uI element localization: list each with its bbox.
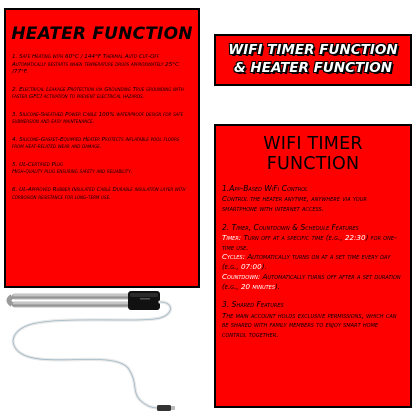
heater-feature-1-body: Automatically restarts when temperature drops approximately 25°C /77°F. <box>12 61 179 76</box>
countdown-value: 20 minutes <box>240 281 275 291</box>
heater-feature-2-body: True grounding with faster GFCI activation to prevent electrical hazards. <box>12 86 184 101</box>
countdown-label: Countdown: <box>222 271 261 281</box>
wifi-feature-1-body: Control the heater anytime, anywhere via your smartphone with internet access. <box>222 194 367 213</box>
cycles-text-b: ). <box>261 262 267 272</box>
wifi-timer-title: WIFI TIMER FUNCTION <box>263 134 363 174</box>
wifi-feature-2-head: 2. Timer, Countdown & Schedule Features <box>222 222 359 232</box>
heater-cable <box>13 302 170 408</box>
heater-feature-1-head: 1. Safe Heating with 60°C / 144°F Thermal Auto Cut-Off <box>12 54 160 60</box>
pool-heater-image <box>2 290 208 414</box>
wifi-feature-1-head: 1.App-Based WiFi Control <box>222 184 308 193</box>
cycles-value: 07:00 <box>240 262 262 272</box>
heater-feature-4-head: 4. Silicone-Gasket-Equipped Heater <box>12 136 100 143</box>
heater-feature-3 <box>6 112 198 127</box>
timer-label: Timer: <box>222 232 242 242</box>
heater-feature-6-body: Durable insulation layer with corrosion resistance for long-term use. <box>12 187 186 201</box>
heater-feature-6 <box>6 187 198 202</box>
cycles-line <box>222 252 404 271</box>
heater-feature-3-body: 100% waterproof design for safe submersion and easy maintenance. <box>12 111 184 126</box>
countdown-line <box>222 272 404 291</box>
plug <box>157 405 175 411</box>
cycles-text-a: Automatically turns on at a set time every day (e.g., <box>222 252 391 272</box>
heater-head <box>128 291 160 310</box>
countdown-text-a: Automatically turns off after a set duration (e.g., <box>222 271 401 291</box>
heater-function-title: HEATER FUNCTION <box>11 24 193 44</box>
wifi-feature-3-head: 3. Shared Features <box>222 300 284 310</box>
timer-text-b: ) for one-time use. <box>222 232 397 252</box>
heater-feature-4-body: Protects inflatable pool floors from heat-related wear and damage. <box>12 136 180 151</box>
wifi-heater-banner <box>214 34 412 86</box>
heater-feature-6-head: 6. UL-Approved Rubber Insulated Cable <box>12 187 111 194</box>
timer-text-a: Turn off at a specific time (e.g., <box>241 232 345 242</box>
wifi-timer-panel <box>214 124 412 408</box>
heater-feature-4 <box>6 137 198 152</box>
heater-function-panel <box>4 8 200 288</box>
heater-feature-2 <box>6 87 198 102</box>
wifi-feature-2 <box>216 223 410 292</box>
banner-title: WIFI TIMER FUNCTION & HEATER FUNCTION <box>228 42 398 76</box>
heater-tube <box>9 294 130 307</box>
heater-feature-3-head: 3. Silicone-Sheathed Power Cable <box>12 111 97 118</box>
timer-value: 22:30 <box>344 232 366 242</box>
cycles-label: Cycles: <box>222 252 246 262</box>
wifi-feature-1 <box>216 184 410 214</box>
heater-feature-5-body: High-quality plug ensuring safety and reliability. <box>12 169 133 176</box>
heater-feature-2-head: 2. Electrical Leakage Protection via Grounding <box>12 86 131 93</box>
wifi-feature-3-body: The main account holds exclusive permissions, which can be shared with family members to enjoy smart home control together. <box>222 310 397 339</box>
countdown-text-b: ). <box>275 281 281 291</box>
heater-feature-5-head: 5. UL-Certified Plug <box>12 161 64 168</box>
wifi-feature-3 <box>216 300 410 339</box>
timer-line <box>222 233 404 252</box>
heater-feature-1 <box>6 54 198 77</box>
heater-feature-5 <box>6 162 198 177</box>
